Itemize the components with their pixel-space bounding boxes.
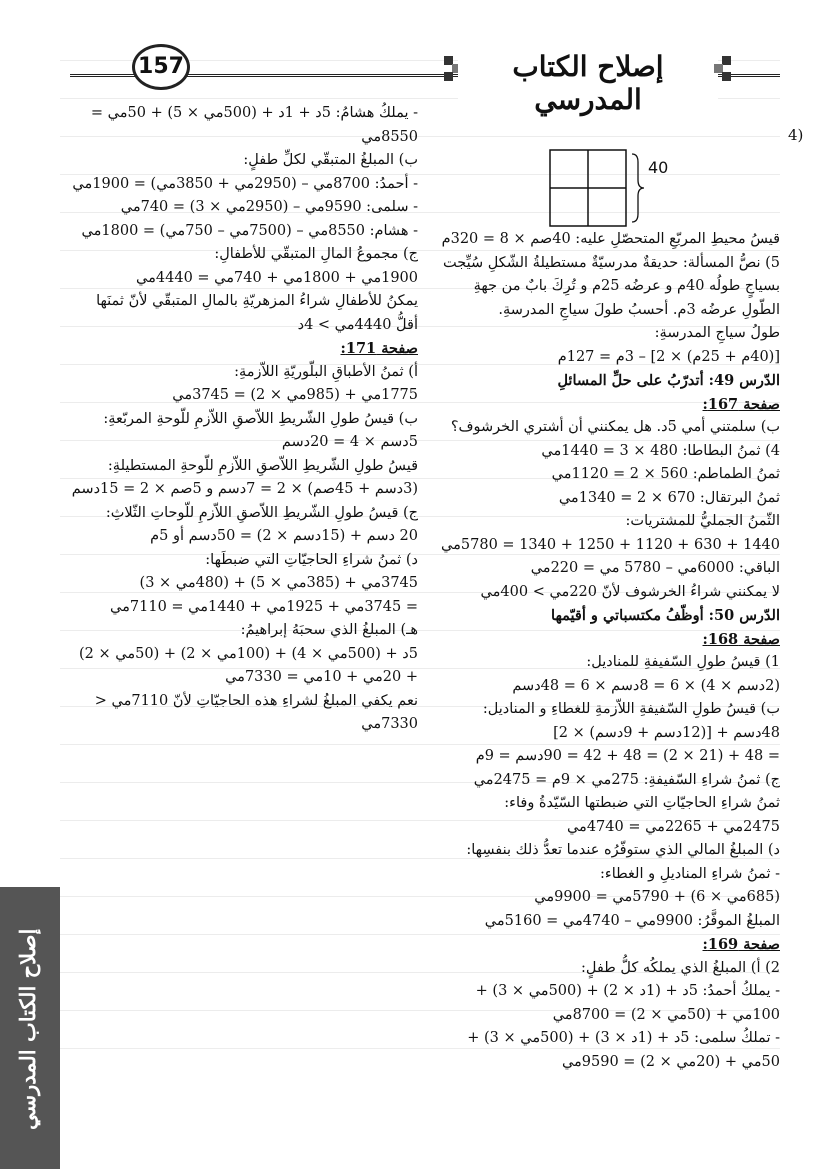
text-line: (685مي × 6) + 5790مي = 9900مي (534, 889, 780, 905)
text-line: - هشام: 8550مي – (7500مي – 750مي) = 1800مي (81, 222, 418, 239)
text-line: قيسُ محيطِ المربّعِ المتحصّلِ عليه: 40صم × 8 = 320م (441, 231, 780, 247)
text-line: ج) مجموعُ المالِ المتبقّي للأطفالِ: (214, 246, 418, 262)
text-line: الباقي: 6000مي – 5780 مي = 220مي (530, 560, 780, 576)
question-marker: (4 (788, 126, 804, 144)
header-square-icon (722, 72, 731, 81)
text-line: د) ثمنُ شراءِ الحاجيّاتِ التي ضبطَها: (205, 551, 418, 568)
diagram-dimension-label: 40 (648, 158, 669, 177)
page-header (70, 44, 780, 116)
text-line: 20 دسم + (15دسم × 2) = 50دسم أو 5م (150, 528, 418, 544)
header-square-icon (722, 56, 731, 65)
text-line: لا يمكنني شراءُ الخرشوف لأنّ 220مي > 400مي (480, 583, 780, 600)
text-line: = 3745مي + 1925مي + 1440مي = 7110مي (110, 598, 418, 615)
text-line: المبلغُ الموفَّرُ: 9900مي – 4740مي = 5160مي (484, 912, 780, 929)
page-reference: صفحة 167: (702, 395, 780, 413)
text-line: يمكنُ للأطفالِ شراءُ المزهريّةِ بالمالِ المتبقّي لأنّ ثمنَها أقلُّ 4440مي > 4د (96, 293, 418, 333)
text-line: - تملكُ سلمى: 5د + (1د × 3) + (500مي × 3) + 50مي + (20مي × 2) = 9590مي (467, 1030, 780, 1070)
page-reference: صفحة 169: (702, 936, 780, 953)
text-line: (3دسم + 45صم) × 2 = 7دسم و 5صم × 2 = 15دسم (71, 481, 418, 497)
text-line: هـ) المبلغُ الذي سحبَهُ إبراهيمُ: (240, 622, 418, 638)
text-line: 1440 + 630 + 1120 + 1250 + 1340 = 5780مي (441, 536, 780, 553)
square-diagram (548, 148, 638, 234)
text-line: ثمنُ شراءِ الحاجيّاتِ التي ضبطتها السّيّدةُ وفاء: (504, 795, 780, 811)
text-line: ثمنُ البرتقال: 670 × 2 = 1340مي (558, 489, 780, 506)
page-title: إصلاح الكتاب المدرسي (458, 50, 718, 116)
text-line: طولُ سياجِ المدرسةِ: (654, 325, 780, 341)
text-line: ج) قيسُ طولِ الشّريطِ اللاّصقِ اللاّزمِ للّوحاتِ الثّلاثِ: (105, 504, 418, 521)
text-line: 3745مي + (385مي × 5) + (480مي × 3) (139, 575, 418, 591)
text-line: - أحمدُ: 8700مي – (2950مي + 3850مي) = 1900مي (72, 175, 418, 192)
text-line: 2) أ) المبلغُ الذي يملكُه كلُّ طفلٍ: (581, 959, 780, 976)
text-line: 5) نصُّ المسألة: حديقةٌ مدرسيّةٌ مستطيلةُ الشّكلِ سُيِّجت بسياجٍ طولُه 40م و عرضُه 25م و تُرِكَ بابٌ من جهةِ الطّولِ عرضُه 3م. أحسبُ طولَ سياجِ المدرسةِ. (442, 254, 780, 318)
text-line: د) المبلغُ المالي الذي ستوفّرُه عندما تعدُّ ذلك بنفسِها: (466, 842, 780, 858)
brace-icon (632, 154, 644, 222)
text-line: - يملكُ أحمدُ: 5د + (1د × 2) + (500مي × 3) + 100مي + (50مي × 2) = 8700مي (475, 983, 780, 1023)
text-line: - ثمنُ شراءِ المناديلِ و الغطاء: (600, 865, 780, 882)
text-line: 1900مي + 1800مي + 740مي = 4440مي (136, 269, 418, 286)
text-line: 5دسم × 4 = 20دسم (281, 434, 418, 450)
text-line: 48دسم + [(12دسم + 9دسم) × 2] (553, 724, 780, 741)
text-line: - سلمى: 9590مي – (2950مي × 3) = 740مي (120, 199, 418, 215)
page-reference: صفحة 171: (340, 340, 418, 357)
side-tab-label: إصلاح الكتاب المدرسي (15, 928, 40, 1130)
text-line: 2475مي + 2265مي = 4740مي (566, 818, 780, 835)
text-line: 1) قيسُ طولِ السّفيفةِ للمناديل: (586, 654, 780, 670)
left-column (70, 102, 418, 737)
lesson-heading: الدّرس 50: أوظّفُ مكتسباتي و أقيّمها (551, 607, 780, 624)
text-line: ب) قيسُ طولِ السّفيفةِ اللاّزمةِ للغطاءِ و المناديل: (482, 701, 780, 717)
text-line: [(40م + 25م) × 2] – 3م = 127م (557, 348, 780, 365)
text-line: 4) ثمنُ البطاطا: 480 × 3 = 1440مي (541, 442, 780, 459)
text-line: ب) قيسُ طولِ الشّريطِ اللاّصقِ اللاّزمِ للّوحةِ المربّعةِ: (103, 410, 418, 427)
text-line: ب) سلمتني أمي 5د. هل يمكنني أن أشتري الخرشوف؟ (450, 419, 780, 435)
text-line: ج) ثمنُ شراءِ السّفيفةِ: 275مي × 9م = 2475مي (473, 771, 780, 788)
text-line: 1775مي + (985مي × 2) = 3745مي (172, 387, 418, 403)
text-line: أ) ثمنُ الأطباقِ البلّوريّةِ اللاّزمةِ: (234, 363, 418, 380)
text-line: - يملكُ هشامُ: 5د + 1د + (500مي × 5) + 50مي = 8550مي (90, 105, 418, 145)
text-line: قيسُ طولِ الشّريطِ اللاّصقِ اللاّزمِ للّوحةِ المستطيلةِ: (107, 457, 418, 474)
header-square-icon (444, 72, 453, 81)
text-line: نعم يكفي المبلغُ لشراءِ هذه الحاجيّاتِ لأنّ 7110مي < 7330مي (94, 692, 418, 732)
text-line: 5د + (500مي × 4) + (100مي × 2) + (50مي × 2) + 20مي + 10مي = 7330مي (79, 645, 418, 685)
page-number: 157 (132, 44, 190, 90)
page-reference: صفحة 168: (702, 630, 780, 648)
text-line: ثمنُ الطماطم: 560 × 2 = 1120مي (551, 466, 780, 482)
text-line: (2دسم × 4) × 6 = 8دسم × 6 = 48دسم (512, 677, 780, 694)
text-line: ب) المبلغُ المتبقّي لكلِّ طفلٍ: (243, 152, 418, 168)
lesson-heading: الدّرس 49: أتدرّبُ على حلِّ المسائلِ (557, 372, 780, 389)
text-line: = 48 + (21 × 2) = 48 + 42 = 90دسم = 9م (475, 748, 780, 764)
right-column (434, 228, 780, 1074)
text-line: الثّمنُ الجمليُّ للمشتريات: (625, 513, 780, 529)
